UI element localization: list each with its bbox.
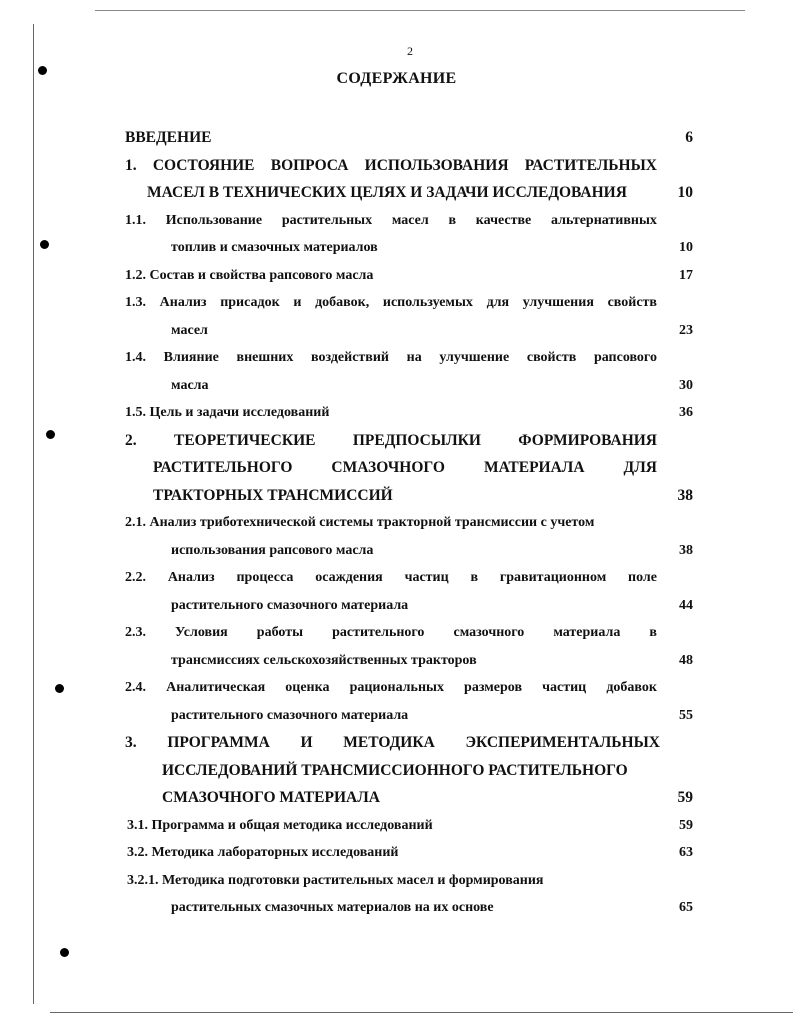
toc-page-number: 44 (679, 597, 693, 613)
toc-entry-word: смазочного (453, 625, 525, 640)
toc-entry-1-1 (125, 207, 693, 262)
toc-entry-word: ДЛЯ (623, 459, 657, 476)
toc-entry-1-3 (125, 289, 693, 344)
toc-entry-word: альтернативных (550, 212, 657, 228)
toc-entry-title: 1.2. Состав и свойства рапсового масла (125, 267, 374, 283)
toc-entry-title: 2.1. Анализ триботехнической системы тракторной трансмиссии с учетом (125, 515, 595, 530)
toc-entry-continuation: ТРАКТОРНЫХ ТРАНСМИССИЙ (153, 486, 393, 504)
scan-border-left (33, 24, 34, 1004)
toc-entry-word: добавок (606, 680, 657, 695)
toc-entry-word: улучшение (439, 350, 510, 365)
toc-entry-word: Анализ (159, 295, 207, 310)
toc-entry-word: улучшения (522, 295, 594, 310)
toc-entry-3-2-1 (125, 867, 693, 922)
toc-entry-word: частиц (404, 570, 449, 585)
toc-entry-word: масел (391, 212, 429, 228)
toc-entry-word: 1.3. (125, 295, 146, 310)
table-of-contents (125, 124, 693, 922)
toc-entry-word: 1.4. (125, 350, 146, 365)
toc-entry-word: ИСПОЛЬЗОВАНИЯ (364, 156, 509, 174)
toc-entry-word: ФОРМИРОВАНИЯ (518, 431, 657, 449)
toc-entry-word: Условия (175, 625, 228, 640)
toc-entry-word: поле (628, 570, 657, 585)
toc-entry-3-2 (125, 839, 693, 867)
toc-entry-word: 2.3. (125, 625, 146, 640)
toc-entry-word: добавок, (315, 295, 370, 310)
toc-entry-word: растительного (332, 625, 425, 640)
toc-entry-word: свойств (526, 350, 577, 365)
toc-entry-1-5 (125, 399, 693, 427)
toc-entry-word: МАТЕРИАЛА (483, 459, 585, 476)
toc-entry-word: 1.1. (125, 212, 146, 228)
toc-entry-word: РАСТИТЕЛЬНОГО (153, 459, 293, 476)
toc-page-number: 30 (679, 377, 693, 393)
toc-entry-word: ПРОГРАММА (167, 734, 270, 751)
toc-entry-word: рапсового (593, 350, 657, 365)
toc-entry-word: используемых (382, 295, 473, 310)
scan-border-top (95, 10, 745, 11)
toc-entry-word: ВОПРОСА (270, 156, 349, 174)
toc-entry-word: растительных (281, 212, 373, 228)
toc-entry-word: материала (553, 625, 621, 640)
toc-entry-word: работы (256, 625, 304, 640)
toc-entry-word: размеров (464, 680, 523, 695)
toc-entry-word: СОСТОЯНИЕ (152, 156, 255, 174)
toc-entry-word: ПРЕДПОСЫЛКИ (352, 431, 481, 449)
toc-entry-word: Аналитическая (166, 680, 266, 695)
toc-entry-word: частиц (542, 680, 587, 695)
toc-entry-word: в (649, 625, 657, 640)
toc-entry-word: 2.4. (125, 680, 146, 695)
toc-entry-chapter-2 (125, 427, 693, 510)
page-title: СОДЕРЖАНИЕ (336, 70, 457, 87)
toc-entry-word: 2. (125, 431, 137, 449)
toc-entry-1-4 (125, 344, 693, 399)
toc-entry-word: и (293, 295, 302, 310)
toc-entry-continuation: растительного смазочного материала (171, 597, 409, 613)
toc-page-number: 36 (679, 405, 693, 420)
toc-entry-title: ВВЕДЕНИЕ (125, 129, 212, 146)
binding-hole (40, 240, 49, 249)
toc-entry-word: ЭКСПЕРИМЕНТАЛЬНЫХ (465, 734, 660, 751)
toc-entry-chapter-1 (125, 152, 693, 207)
toc-entry-title: 3.2.1. Методика подготовки растительных масел и формирования (127, 872, 544, 888)
toc-entry-word: 2.2. (125, 570, 146, 585)
toc-entry-word: рациональных (349, 680, 444, 695)
toc-entry-continuation: растительных смазочных материалов на их основе (171, 900, 494, 915)
toc-page-number: 38 (677, 486, 693, 504)
binding-hole (55, 684, 64, 693)
toc-entry-introduction (125, 124, 693, 152)
toc-page-number: 59 (677, 789, 693, 806)
toc-entry-continuation: масел (171, 322, 208, 338)
toc-entry-word: осаждения (315, 570, 383, 585)
toc-entry-title: 3.2. Методика лабораторных исследований (127, 845, 399, 860)
toc-page-number: 55 (679, 707, 693, 723)
toc-entry-2-4 (125, 674, 693, 729)
toc-page-number: 48 (679, 652, 693, 668)
toc-entry-word: в (470, 570, 479, 585)
toc-entry-word: для (486, 295, 510, 310)
toc-entry-2-1 (125, 509, 693, 564)
toc-entry-word: ТЕОРЕТИЧЕСКИЕ (173, 431, 316, 449)
toc-entry-2-3 (125, 619, 693, 674)
toc-entry-word: качестве (475, 212, 532, 228)
toc-page-number: 6 (685, 129, 693, 146)
toc-entry-continuation: трансмиссиях сельскохозяйственных тракторов (171, 652, 477, 668)
toc-entry-continuation: масла (171, 377, 209, 393)
toc-page-number: 63 (679, 845, 693, 860)
toc-entry-word: И (300, 734, 313, 751)
toc-entry-word: внешних (236, 350, 294, 365)
toc-entry-title: 3.1. Программа и общая методика исследований (127, 817, 433, 833)
toc-entry-word: 1. (125, 156, 137, 174)
toc-entry-word: МЕТОДИКА (343, 734, 435, 751)
toc-entry-2-2 (125, 564, 693, 619)
toc-entry-continuation: топлив и смазочных материалов (171, 240, 378, 255)
toc-page-number: 10 (679, 240, 693, 255)
toc-entry-chapter-3 (125, 729, 693, 812)
scan-border-bottom (50, 1012, 793, 1013)
toc-page-number: 59 (679, 817, 693, 833)
toc-entry-word: оценка (285, 680, 330, 695)
toc-entry-continuation: СМАЗОЧНОГО МАТЕРИАЛА (162, 789, 380, 806)
toc-entry-word: Анализ (167, 570, 215, 585)
toc-entry-word: 3. (125, 734, 137, 751)
toc-entry-word: в (448, 212, 457, 228)
toc-entry-continuation: МАСЕЛ В ТЕХНИЧЕСКИХ ЦЕЛЯХ И ЗАДАЧИ ИССЛЕДОВАНИЯ (147, 184, 627, 201)
toc-entry-word: на (406, 350, 422, 365)
binding-hole (60, 948, 69, 957)
toc-entry-word: Использование (165, 212, 263, 228)
toc-entry-word: РАСТИТЕЛЬНЫХ (524, 156, 657, 174)
toc-entry-1-2 (125, 262, 693, 290)
toc-page-number: 10 (677, 184, 693, 201)
toc-entry-word: присадок (220, 295, 280, 310)
toc-entry-3-1 (125, 812, 693, 840)
toc-entry-continuation: использования рапсового масла (171, 542, 374, 558)
toc-entry-continuation: ИССЛЕДОВАНИЙ ТРАНСМИССИОННОГО РАСТИТЕЛЬНОГО (162, 761, 628, 779)
toc-entry-word: СМАЗОЧНОГО (331, 459, 445, 476)
toc-entry-title: 1.5. Цель и задачи исследований (125, 405, 330, 420)
toc-entry-word: гравитационном (499, 570, 607, 585)
toc-page-number: 65 (679, 900, 693, 915)
toc-entry-continuation: растительного смазочного материала (171, 707, 409, 723)
toc-entry-word: Влияние (163, 350, 219, 365)
toc-page-number: 23 (679, 322, 693, 338)
toc-entry-word: воздействий (311, 350, 389, 365)
binding-hole (46, 430, 55, 439)
toc-page-number: 17 (679, 267, 693, 283)
toc-entry-word: свойств (607, 295, 657, 310)
toc-entry-word: процесса (236, 570, 294, 585)
toc-page-number: 38 (679, 542, 693, 558)
page-number: 2 (407, 44, 413, 58)
